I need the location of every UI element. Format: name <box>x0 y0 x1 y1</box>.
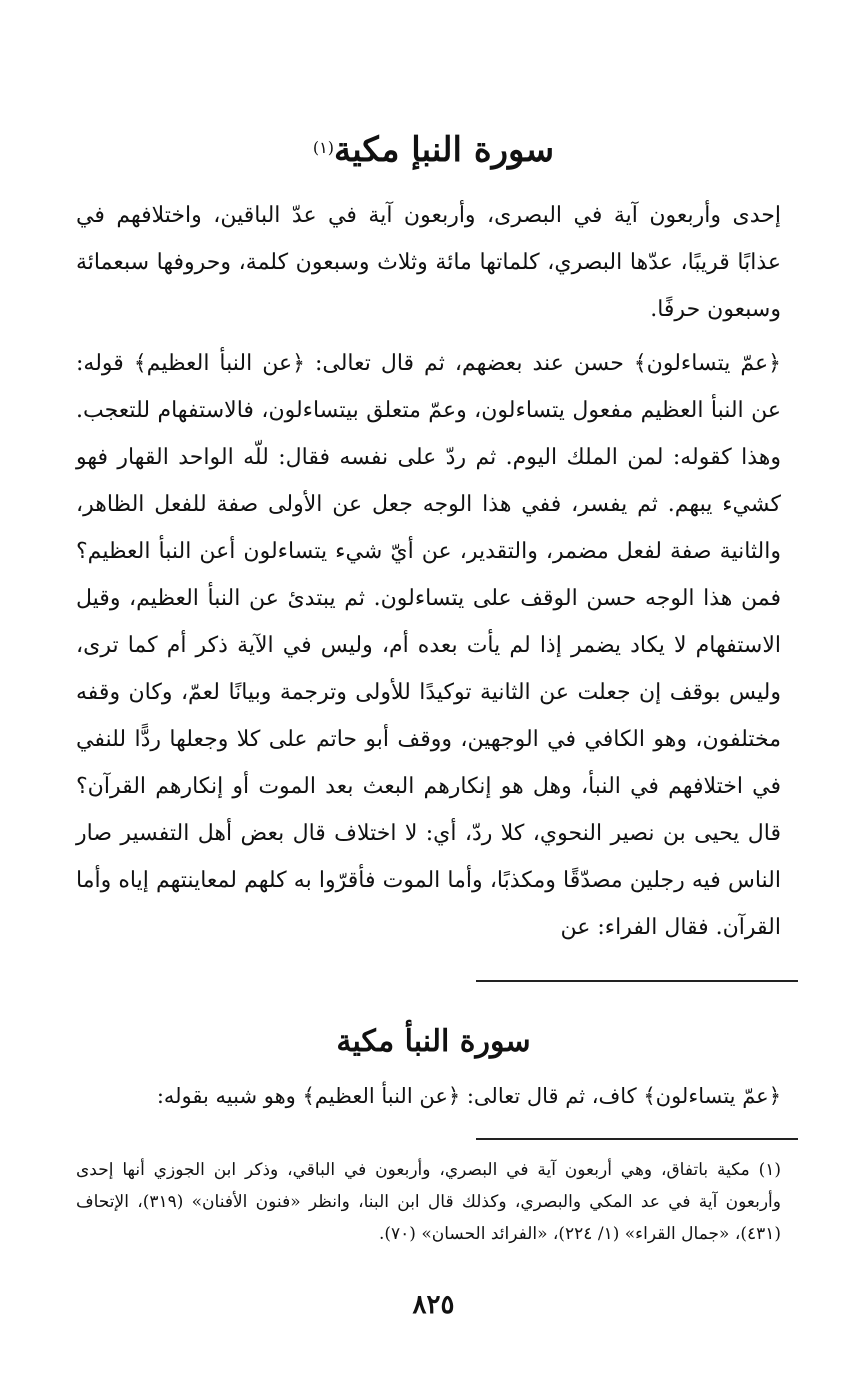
section-divider <box>476 980 798 982</box>
commentary-paragraph: ﴿عمّ يتساءلون﴾ حسن عند بعضهم، ثم قال تعالى: ﴿عن النبأ العظيم﴾ قوله: عن النبأ العظيم مفعول يتساءلون، وعمّ متعلق بيتساءلون، فالاستفهام للتعجب. وهذا كقوله: لمن الملك اليوم. ثم ردّ على نفسه فقال: للّه الواحد القهار فهو كشيء يبهم. ثم يفسر، ففي هذا الوجه جعل عن الأولى صفة للفعل الظاهر، والثانية صفة لفعل مضمر، والتقدير، عن أيّ شيء يتساءلون أعن النبأ العظيم؟ فمن هذا الوجه حسن الوقف على يتساءلون. ثم يبتدئ عن النبأ العظيم، وقيل الاستفهام لا يكاد يضمر إذا لم يأت بعده أم، وليس في الآية ذكر أم كما ترى، وليس بوقف إن جعلت عن الثانية توكيدًا للأولى وترجمة وبيانًا لعمّ، وكان وقفه مختلفون، وهو الكافي في الوجهين، ووقف أبو حاتم على كلا وجعلها ردًّا للنفي في اختلافهم في النبأ، وهل هو إنكارهم البعث بعد الموت أو إنكارهم القرآن؟ قال يحيى بن نصير النحوي، كلا ردّ، أي: لا اختلاف قال بعض أهل التفسير صار الناس فيه رجلين مصدّقًا ومكذبًا، وأما الموت فأقرّوا به كلهم لمعاينتهم إياه وأما القرآن. فقال الفراء: عن <box>76 351 781 940</box>
second-section-text: ﴿عمّ يتساءلون﴾ كاف، ثم قال تعالى: ﴿عن النبأ العظيم﴾ وهو شبيه بقوله: <box>156 1084 781 1108</box>
footnote-text: (١) مكية باتفاق، وهي أربعون آية في البصري، وأربعون في الباقي، وذكر ابن الجوزي أنها إحدى وأربعون آية في عد المكي والبصري، وكذلك قال ابن البنا، وانظر «فنون الأفنان» (٣١٩)، الإتحاف (٤٣١)، «جمال القراء» (١/ ٢٢٤)، «الفرائد الحسان» (٧٠). <box>76 1160 781 1244</box>
main-text <box>76 192 781 951</box>
title-text: سورة النبإ مكية <box>333 130 555 170</box>
intro-paragraph: إحدى وأربعون آية في البصرى، وأربعون آية في عدّ الباقين، واختلافهم في عذابًا قريبًا، عدّها البصري، كلماتها مائة وثلاث وسبعون كلمة، وحروفها سبعمائة وسبعون حرفًا. <box>76 203 781 322</box>
second-section-title: سورة النبأ مكية <box>336 1024 531 1059</box>
page-title <box>0 128 867 172</box>
footnote <box>76 1154 781 1250</box>
page-number: ٨٢٥ <box>412 1290 455 1320</box>
footnote-divider <box>476 1138 798 1140</box>
title-footnote-marker: (١) <box>312 138 334 157</box>
